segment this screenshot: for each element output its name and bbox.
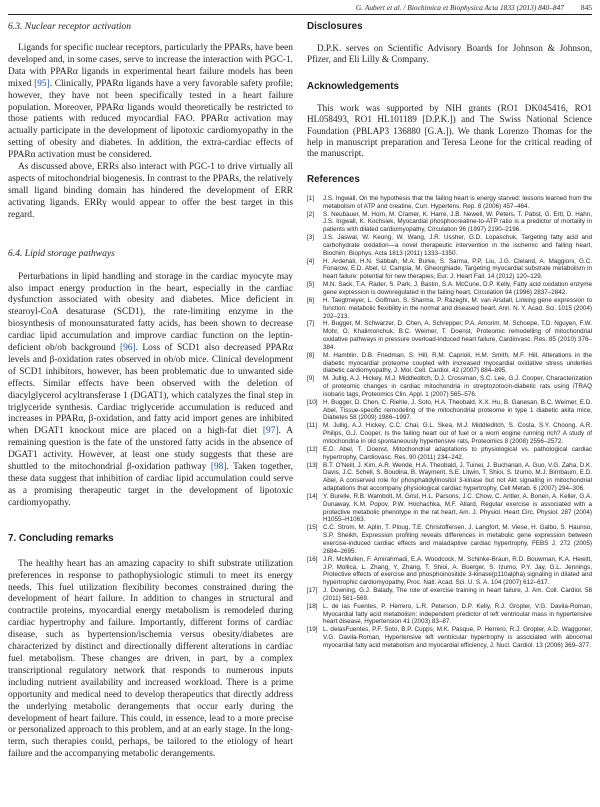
reference-item <box>307 297 592 321</box>
reference-text: C.C. Strom, M. Aplin, T. Ploug, T.E. Christoffersen, J. Langfort, M. Viese, H. Galbo, S. Haunso, S.P. Sheikh, Expression profiling reveals differences in metabolic gene expression between exercise-induced cardiac effects and maladaptive cardiac hypertrophy, FEBS J. 272 (2005) 2684–2695. <box>323 524 592 555</box>
text-run: . Clinically, PPARα ligands have a very favorable safety profile; however, they have not been specifically tested in a heart failure population. Moreover, PPARα ligands would theoretically be restricted to those patients with reduced myocardial FAO. PPARα activation may actually participate in the development of lipotoxic cardiomyopathy in the setting of obesity and diabetes. In addition, the extra-cardiac effects of PPARα activation must be considered. <box>8 78 293 161</box>
reference-item <box>307 399 592 423</box>
paragraph-err: As discussed above, ERRs also interact with PGC-1 to drive virtually all aspects of mitochondrial biogenesis. In contrast to the PPARs, the relatively small ligand binding domain has hindered the development of ERR activating ligands. ERRγ would appear to offer the best target in this regard. <box>8 162 293 220</box>
reference-number: [5] <box>307 281 315 289</box>
reference-number: [12] <box>307 445 318 453</box>
reference-number: [7] <box>307 320 315 328</box>
reference-text: B.T. O'Neill, J. Kim, A.R. Wende, H.A. Theobald, J. Tuinei, J. Buchanan, A. Guo, V.G. Zaha, D.K. Davis, J.C. Schell, S. Boudina, B. Wayment, S.E. Litwin, T. Shioi, S. Izumo, M.J. Birnbaum, E.D. Abel, A conserved role for phosphatidylinositol 3-kinase but not Akt signaling in mitochondrial adaptations that accompany physiological cardiac hypertrophy, Cell Metab. 6 (2007) 294–306. <box>323 461 592 493</box>
running-header <box>8 2 592 14</box>
reference-text: J.R. McMullen, F. Amirahmadi, E.A. Woodcock, M. Schinke-Braun, R.D. Bouwman, K.A. Hewitt, J.P. Mollica, L. Zhang, Y. Zhang, T. Shioi, A. Buerger, S. Izumo, P.Y. Jay, G.L. Jennings, Protective effects of exercise and phosphoinositide 3-kinase(p110alpha) signaling in dilated and hypertrophic cardiomyopathy, Proc. Natl. Acad. Sci. U. S. A. 104 (2007) 612–617. <box>323 555 592 587</box>
reference-number: [3] <box>307 234 315 242</box>
reference-text: E.D. Abel, T. Doenst, Mitochondrial adaptations to physiological vs. pathological cardiac hypertrophy, Cardiovasc. Res. 90 (2011) 234–242. <box>323 445 592 461</box>
section-6-3-title: 6.3. Nuclear receptor activation <box>8 21 132 32</box>
reference-number: [13] <box>307 461 318 469</box>
reference-text: J.S. Ingwall, On the hypothesis that the failing heart is energy starved: lessons learned from the metabolism of ATP and creatine, Curr. Hypertens. Rep. 8 (2006) 457–464. <box>323 194 592 210</box>
reference-number: [9] <box>307 375 315 383</box>
text-run: Perturbations in lipid handling and storage in the cardiac myocyte may also impact energy production in the heart, especially in the cardiac dysfunction associated with obesity and diabetes. Mice deficient in stearoyl-CoA desaturase (SCD1), the rate-limiting enzyme in the biosynthesis of monounsaturated fatty acids, has been shown to decrease cardiac lipid accumulation and improve cardiac function on the leptin-deficient ob/ob background <box>8 271 293 354</box>
reference-number: [18] <box>307 602 318 610</box>
reference-text: M. Jullig, A.J. Hickey, M.J. Middleditch, D.J. Crossman, S.C. Lee, G.J. Cooper, Characterization of proteomic changes in cardiac mitochondria in streptozotocin-diabetic rats using iTRAQ isobaric tags, Proteomics Clin. Appl. 1 (2007) 565–576. <box>323 375 592 398</box>
section-7-title: 7. Concluding remarks <box>8 532 114 544</box>
reference-text: J. Downing, G.J. Balady, The role of exercise training in heart failure, J. Am. Coll. Cardiol. 58 (2011) 561–569. <box>323 587 592 602</box>
paragraph-lipid-storage <box>8 272 293 510</box>
reference-list <box>307 195 592 650</box>
reference-item <box>307 462 592 493</box>
citation-link[interactable]: [95] <box>34 78 50 89</box>
text-run: . A remaining question is the fate of the unstored fatty acids in the absence of DGAT1 activity. However, at least one study suggests that these are shuttled to the mitochondrial β-oxidation pathway <box>8 426 293 473</box>
reference-text: H. Bugger, D. Chen, C. Riehle, J. Soto, H.A. Theobald, X.X. Hu, B. Ganesan, B.C. Weimer, E.D. Abel, Tissue-specific remodeling of the mitochondrial proteome in type 1 diabetic akita mice, Diabetes 58 (2009) 1986–1997. <box>323 398 592 422</box>
reference-item <box>307 587 592 603</box>
reference-item <box>307 320 592 351</box>
reference-number: [14] <box>307 492 318 500</box>
reference-text: M. Jullig, A.J. Hickey, C.C. Chai, G.L. Skea, M.J. Middleditch, S. Costa, S.Y. Choong, A.R. Philips, G.J. Cooper, Is the failing heart out of fuel or a worn engine running rich? A study of mitochondria in old spontaneously hypertensive rats, Proteomics 8 (2008) 2556–2572. <box>323 422 592 445</box>
citation-link[interactable]: [98] <box>210 462 227 473</box>
right-column <box>307 21 592 803</box>
reference-number: [19] <box>307 626 318 634</box>
reference-item <box>307 281 592 297</box>
reference-number: [4] <box>307 257 315 265</box>
acknowledgements-title: Acknowledgements <box>307 80 400 92</box>
reference-text: M. Hamblin, D.B. Friedman, S. Hill, R.M. Caprioli, H.M. Smith, M.F. Hill, Alterations in the diabetic myocardial proteome coupled with increased myocardial oxidative stress underlies diabetic cardiomyopathy, J. Mol. Cell. Cardiol. 42 (2007) 884–895. <box>323 351 592 375</box>
reference-text: H. Ardehali, H.N. Sabbah, M.A. Burke, S. Sarma, P.P. Liu, J.G. Cleland, A. Maggioni, G.C. Fonarow, E.D. Abel, U. Campia, M. Gheorghiade, Targeting myocardial substrate metabolism in heart failure: potential for new therapies, Eur. J. Heart Fail. 14 (2012) 120–129. <box>323 257 592 281</box>
reference-item <box>307 258 592 282</box>
header-rule <box>8 14 592 15</box>
reference-item <box>307 422 592 446</box>
reference-text: S. Neubauer, M. Horn, M. Cramer, K. Harre, J.B. Newell, W. Peters, T. Pabst, G. Ertl, D. Hahn, J.S. Ingwall, K. Kochsiek, Myocardial phosphocreatine-to-ATP ratio is a predictor of mortality in patients with dilated cardiomyopathy, Circulation 96 (1997) 2190–2196. <box>323 210 592 234</box>
reference-number: [6] <box>307 296 315 304</box>
reference-number: [17] <box>307 587 318 595</box>
citation-link[interactable]: [97] <box>262 426 279 437</box>
references-title: References <box>307 173 360 185</box>
reference-item <box>307 446 592 462</box>
reference-number: [15] <box>307 524 318 532</box>
reference-number: [1] <box>307 194 315 202</box>
reference-item <box>307 375 592 399</box>
reference-number: [2] <box>307 210 315 218</box>
reference-item <box>307 524 592 555</box>
reference-text: L. delasFuentes, P.F. Soto, B.P. Cupps, M.K. Pasque, P. Herrero, R.J. Gropler, A.D. Waggoner, V.G. Davila-Roman, Hypertensive left ventricular hypertrophy is associated with abnormal myocardial fatty acid metabolism and myocardial efficiency, J. Nucl. Cardiol. 13 (2006) 369–377. <box>323 626 592 649</box>
reference-number: [11] <box>307 422 318 430</box>
reference-number: [10] <box>307 398 318 406</box>
reference-item <box>307 493 592 524</box>
disclosures-text: D.P.K. serves on Scientific Advisory Boards for Johnson & Johnson, Pfizer, and Eli Lilly & Company. <box>307 43 592 65</box>
reference-item <box>307 352 592 376</box>
reference-item <box>307 211 592 235</box>
reference-number: [8] <box>307 351 315 359</box>
page-number: 845 <box>580 3 592 12</box>
citation-link[interactable]: [96] <box>119 343 136 354</box>
reference-item <box>307 626 592 650</box>
reference-text: J.S. Jaswal, W. Keung, W. Wang, J.R. Ussher, G.D. Lopaschuk, Targeting fatty acid and carbohydrate oxidation—a novel therapeutic intervention in the ischemic and failing heart, Biochim. Biophys. Acta 1813 (2011) 1333–1350. <box>323 234 592 257</box>
reference-number: [16] <box>307 555 318 563</box>
text-run: . Loss of SCD1 also decreased PPARα levels and β-oxidation rates observed in ob/ob mice. Clinical development of SCD1 inhibitors, however, has been problematic due to unwanted side effects. Similar effects have been observed with the deletion of diacylglycerol acyltransferase 1 (DGAT1), which catalyzes the final step in triglyceride synthesis. Cardiac triglyceride accumulation is reduced and increases in PPARα, β-oxidation, and fatty acid import genes are inhibited when DGAT1 knockout mice are placed on a high-fat diet <box>8 343 293 437</box>
running-head: G. Aubert et al. / Biochimica et Biophysica Acta 1833 (2013) 840–847 <box>355 3 564 12</box>
reference-text: Y. Burelle, R.B. Wambolt, M. Grist, H.L. Parsons, J.C. Chow, C. Antler, A. Bonen, A. Keller, G.A. Dunaway, K.M. Popov, P.W. Hochachka, M.F. Allard, Regular exercise is associated with a protective metabolic phenotype in the rat heart, Am. J. Physiol. Heart Circ. Physiol. 287 (2004) H1055–H1063. <box>323 492 592 524</box>
acknowledgements-text: This work was supported by NIH grants (RO1 DK045416, RO1 HL058493, RO1 HL101189 [D.P.K.]) and The Swiss National Science Foundation (PBLAP3 136880 [G.A.]). We thank Lorenzo Thomas for the help in manuscript preparation and Teresa Leone for the critical reading of the manuscript. <box>307 102 592 159</box>
text-run: Ligands for specific nuclear receptors, particularly the PPARs, have been developed and, in some cases, serve to increase the interaction with PGC-1. Data with PPARα ligands in experimental heart failure models has been mixed <box>8 43 293 89</box>
reference-item <box>307 556 592 587</box>
disclosures-title: Disclosures <box>307 21 363 32</box>
reference-text: M.N. Sack, T.A. Rader, S. Park, J. Bastin, S.A. McCune, D.P. Kelly, Fatty acid oxidation enzyme gene expression is downregulated in the failing heart, Circulation 94 (1996) 2837–2842. <box>323 281 592 296</box>
section-6-4-title: 6.4. Lipid storage pathways <box>8 247 115 259</box>
reference-text: L. de las Fuentes, P. Herrero, L.R. Peterson, D.P. Kelly, R.J. Gropler, V.G. Davila-Roman, Myocardial fatty acid metabolism: independent predictor of left ventricular mass in hypertensive heart disease, Hypertension 41 (2003) 83–87. <box>323 602 592 626</box>
reference-text: H. Taegtmeyer, L. Golfman, S. Sharma, P. Razeghi, M. van Arsdall, Linking gene expression to function: metabolic flexibility in the normal and diseased heart, Ann. N. Y. Acad. Sci. 1015 (2004) 202–213. <box>323 296 592 320</box>
reference-item <box>307 195 592 211</box>
reference-text: H. Bugger, M. Schwarzer, D. Chen, A. Schrepper, P.A. Amorim, M. Schoepe, T.D. Nguyen, F.W. Mohr, O. Khalimonchuk, B.C. Weimer, T. Doenst, Proteomic remodelling of mitochondrial oxidative pathways in pressure overload-induced heart failure, Cardiovasc. Res. 85 (2010) 376–384. <box>323 320 592 351</box>
text-run: . Taken together, these data suggest that inhibition of cardiac lipid accumulation could serve as a promising therapeutic target in the development of lipotoxic cardiomyopathy. <box>8 462 293 508</box>
left-column <box>8 21 293 803</box>
reference-item <box>307 603 592 627</box>
paragraph-ppar-ligands <box>8 43 293 162</box>
reference-item <box>307 234 592 258</box>
paragraph-concluding: The healthy heart has an amazing capacity to shift substrate utilization preferences in response to pathophysiologic stimuli to meet its energy needs. This fuel utilization flexibility becomes constrained during the development of heart failure. In addition to changes in structural and contractile proteins, myocardial energy metabolism is remodeled during cardiac hypertrophy and failure. Importantly, different forms of cardiac disease, such as hypertension/ischemia versus obesity/diabetes are characterized by distinct and directionally different alterations in cardiac fuel metabolism. These changes are driven, in part, by a complex transcriptional regulatory network that responds to numerous inputs including nutrient availability and increased workload. There is a prime opportunity and medical need to develop therapeutics that directly address the underlying metabolic derangements that occur early during the development of heart failure. This could, in essence, lead to a more precise or personalized approach to this problem, and at an early stage. In the long-term, such therapies could, perhaps, be tailored to the etiology of heart failure and the accompanying metabolic derangements. <box>8 558 293 760</box>
